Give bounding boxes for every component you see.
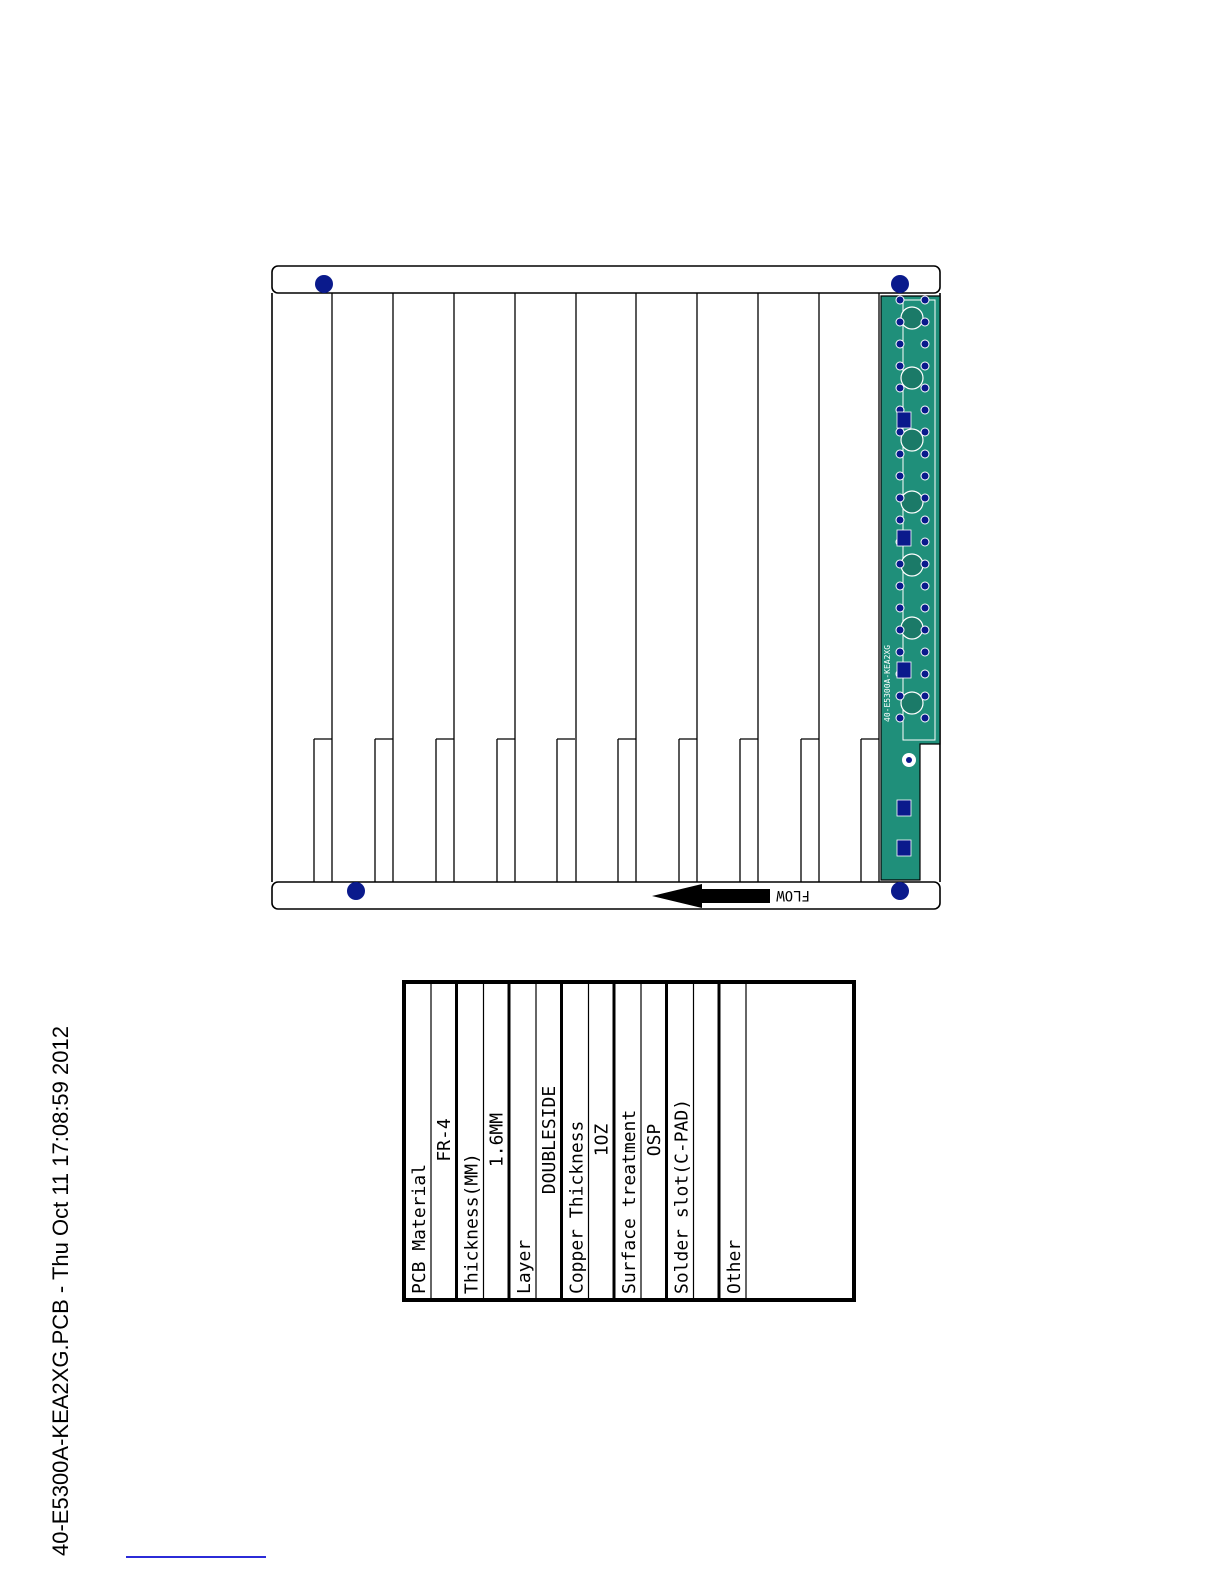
via-pad (921, 560, 929, 568)
via-pad (921, 472, 929, 480)
spec-value: DOUBLESIDE (539, 1085, 560, 1195)
button-pad (901, 491, 923, 513)
via-pad (896, 560, 904, 568)
via-pad (921, 670, 929, 678)
via-pad (921, 340, 929, 348)
via-pad (896, 648, 904, 656)
via-pad (921, 296, 929, 304)
spec-value: 1OZ (591, 1123, 613, 1157)
via-pad (921, 692, 929, 700)
smd-component (897, 530, 911, 546)
smd-component (897, 412, 911, 428)
via-pad (896, 516, 904, 524)
button-pad (901, 307, 923, 329)
tooling-hole (347, 882, 365, 900)
spec-label: Solder slot(C-PAD) (671, 1098, 693, 1294)
smd-component (897, 840, 911, 856)
spec-value: FR-4 (434, 1118, 455, 1162)
button-pad (901, 367, 923, 389)
via-pad (921, 318, 929, 326)
bottom-rail (272, 882, 940, 909)
via-pad (921, 494, 929, 502)
via-pad (896, 626, 904, 634)
mount-hole (906, 757, 912, 763)
via-pad (921, 362, 929, 370)
via-pad (921, 516, 929, 524)
via-pad (921, 604, 929, 612)
via-pad (921, 714, 929, 722)
via-pad (896, 450, 904, 458)
via-pad (896, 472, 904, 480)
tooling-holes (315, 275, 909, 900)
spec-label: Layer (514, 1239, 535, 1294)
pcb-board (881, 296, 940, 880)
via-pad (896, 340, 904, 348)
button-pad (901, 617, 923, 639)
tooling-hole (891, 882, 909, 900)
spec-table (404, 982, 854, 1300)
via-pad (896, 362, 904, 370)
spec-label: PCB Material (409, 1163, 430, 1294)
spec-label: Thickness(MM) (461, 1153, 483, 1294)
panel-frame (272, 266, 940, 909)
via-pad (896, 296, 904, 304)
tooling-hole (315, 275, 333, 293)
spec-value: OSP (644, 1123, 665, 1157)
spec-label: Copper Thickness (566, 1120, 588, 1294)
via-pad (921, 450, 929, 458)
via-pad (896, 318, 904, 326)
via-pad (896, 692, 904, 700)
smd-component (897, 662, 911, 678)
via-pad (921, 582, 929, 590)
panel-strips (314, 293, 879, 882)
spec-label: Surface treatment (619, 1109, 640, 1294)
board-silk-label: 40-E5300A-KEA2XG (883, 644, 892, 722)
spec-label: Other (724, 1239, 745, 1294)
via-pad (896, 714, 904, 722)
via-pad (896, 582, 904, 590)
via-pad (921, 428, 929, 436)
flow-arrow (652, 884, 810, 908)
via-pad (896, 604, 904, 612)
via-pad (921, 648, 929, 656)
via-pad (921, 626, 929, 634)
tooling-hole (891, 275, 909, 293)
spec-value: 1.6MM (486, 1112, 508, 1168)
via-pad (921, 384, 929, 392)
footer-file-label: 40-E5300A-KEA2XG.PCB - Thu Oct 11 17:08:59 2012 (48, 1026, 73, 1556)
via-pad (896, 494, 904, 502)
via-pad (896, 384, 904, 392)
via-pad (921, 538, 929, 546)
top-rail (272, 266, 940, 293)
smd-component (897, 800, 911, 816)
via-pad (896, 428, 904, 436)
flow-label: FLOW (776, 887, 810, 903)
via-pad (921, 406, 929, 414)
footer-link-line (126, 1556, 266, 1558)
